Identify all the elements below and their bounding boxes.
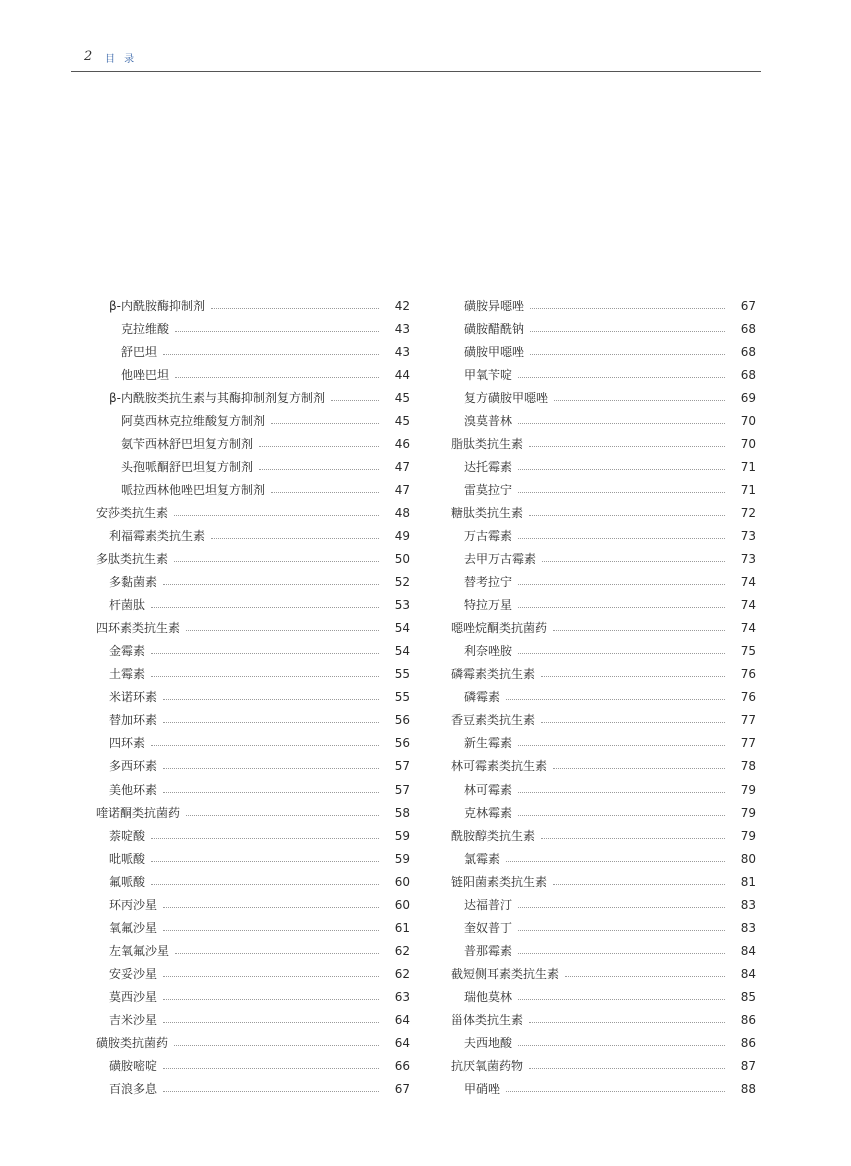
toc-entry-title: 奎奴普丁 [464, 920, 513, 935]
toc-entry[interactable] [96, 801, 410, 824]
toc-entry[interactable] [451, 801, 756, 824]
toc-entry-page: 43 [394, 344, 410, 359]
dot-leader [175, 330, 379, 332]
toc-entry[interactable] [451, 363, 756, 386]
dot-leader [163, 906, 379, 908]
toc-entry-page: 44 [394, 367, 410, 382]
toc-entry-title: 截短侧耳素类抗生素 [451, 966, 560, 981]
toc-entry-page: 75 [740, 644, 756, 659]
toc-entry-title: 环丙沙星 [109, 897, 158, 912]
dot-leader [151, 675, 379, 677]
toc-entry[interactable] [451, 1078, 756, 1101]
toc-entry[interactable] [451, 571, 756, 594]
toc-entry-title: β-内酰胺类抗生素与其酶抑制剂复方制剂 [109, 390, 325, 405]
toc-entry[interactable] [451, 432, 756, 455]
toc-entry-title: 阿莫西林克拉维酸复方制剂 [121, 413, 266, 428]
toc-entry-page: 79 [740, 805, 756, 820]
toc-entry[interactable] [96, 501, 410, 524]
toc-entry-title: 杆菌肽 [109, 598, 146, 613]
toc-entry[interactable] [451, 847, 756, 870]
toc-entry[interactable] [96, 985, 410, 1008]
toc-entry-title: 去甲万古霉素 [464, 552, 537, 567]
toc-entry-page: 45 [394, 413, 410, 428]
toc-entry-title: 抗厌氧菌药物 [451, 1059, 524, 1074]
dot-leader [518, 376, 725, 378]
dot-leader [163, 1067, 379, 1069]
toc-entry-page: 68 [740, 344, 756, 359]
toc-entry[interactable] [451, 455, 756, 478]
toc-entry-page: 79 [740, 828, 756, 843]
dot-leader [518, 929, 725, 931]
toc-entry-title: 替考拉宁 [464, 575, 513, 590]
toc-entry-title: 他唑巴坦 [121, 367, 170, 382]
dot-leader [518, 652, 725, 654]
toc-entry-title: 多肽类抗生素 [96, 552, 169, 567]
toc-entry-page: 71 [740, 459, 756, 474]
toc-entry-page: 49 [394, 528, 410, 543]
dot-leader [518, 468, 725, 470]
toc-entry[interactable] [451, 1032, 756, 1055]
dot-leader [186, 629, 379, 631]
toc-entry-page: 76 [740, 667, 756, 682]
toc-entry-title: 达托霉素 [464, 459, 513, 474]
dot-leader [541, 837, 725, 839]
toc-entry-title: 林可霉素类抗生素 [451, 759, 548, 774]
dot-leader [175, 376, 379, 378]
toc-entry-title: 夫西地酸 [464, 1036, 513, 1051]
toc-entry-page: 46 [394, 436, 410, 451]
toc-entry-title: 安莎类抗生素 [96, 505, 169, 520]
dot-leader [211, 537, 379, 539]
dot-leader [518, 814, 725, 816]
toc-entry-page: 43 [394, 321, 410, 336]
toc-entry[interactable] [96, 478, 410, 501]
dot-leader [151, 652, 379, 654]
toc-entry-page: 80 [740, 851, 756, 866]
toc-entry-title: 美他环素 [109, 782, 158, 797]
toc-entry-page: 66 [394, 1059, 410, 1074]
toc-entry[interactable] [96, 962, 410, 985]
toc-entry[interactable] [96, 409, 410, 432]
toc-entry[interactable] [96, 686, 410, 709]
toc-entry-page: 79 [740, 782, 756, 797]
toc-entry[interactable] [451, 870, 756, 893]
dot-leader [163, 929, 379, 931]
toc-entry-title: 头孢哌酮舒巴坦复方制剂 [121, 459, 254, 474]
toc-entry-title: 糖肽类抗生素 [451, 505, 524, 520]
toc-entry-title: 多西环素 [109, 759, 158, 774]
toc-entry-page: 87 [740, 1059, 756, 1074]
toc-entry[interactable] [96, 432, 410, 455]
toc-entry[interactable] [96, 1008, 410, 1031]
toc-entry-title: 甲硝唑 [464, 1082, 501, 1097]
dot-leader [529, 1067, 725, 1069]
dot-leader [163, 583, 379, 585]
toc-entry-page: 81 [740, 874, 756, 889]
toc-entry-page: 60 [394, 897, 410, 912]
dot-leader [151, 606, 379, 608]
dot-leader [163, 721, 379, 723]
section-title: 目 录 [105, 54, 138, 65]
dot-leader [529, 1021, 725, 1023]
dot-leader [553, 883, 725, 885]
toc-entry-title: 万古霉素 [464, 528, 513, 543]
toc-entry[interactable] [96, 1032, 410, 1055]
toc-entry[interactable] [451, 501, 756, 524]
toc-entry[interactable] [451, 386, 756, 409]
dot-leader [518, 1044, 725, 1046]
toc-entry-title: 萘啶酸 [109, 828, 146, 843]
dot-leader [553, 629, 725, 631]
toc-entry-page: 68 [740, 321, 756, 336]
toc-entry[interactable] [451, 939, 756, 962]
toc-entry-title: 百浪多息 [109, 1082, 158, 1097]
toc-entry-title: 甾体类抗生素 [451, 1012, 524, 1027]
toc-entry[interactable] [96, 732, 410, 755]
dot-leader [331, 399, 379, 401]
toc-entry[interactable] [451, 340, 756, 363]
toc-entry-title: 氯霉素 [464, 851, 501, 866]
toc-entry-title: 土霉素 [109, 667, 146, 682]
toc-entry-page: 61 [394, 920, 410, 935]
toc-entry-title: 多黏菌素 [109, 575, 158, 590]
toc-entry-page: 63 [394, 989, 410, 1004]
toc-entry[interactable] [96, 663, 410, 686]
toc-entry[interactable] [451, 732, 756, 755]
toc-entry-title: 磷霉素 [464, 690, 501, 705]
toc-entry[interactable] [451, 478, 756, 501]
toc-entry-page: 77 [740, 736, 756, 751]
toc-entry[interactable] [451, 686, 756, 709]
toc-entry-title: 四环素 [109, 736, 146, 751]
toc-entry-page: 83 [740, 897, 756, 912]
toc-entry[interactable] [451, 962, 756, 985]
toc-entry[interactable] [451, 548, 756, 571]
toc-entry-page: 57 [394, 782, 410, 797]
toc-entry[interactable] [96, 594, 410, 617]
toc-entry-page: 72 [740, 505, 756, 520]
toc-entry[interactable] [96, 1055, 410, 1078]
dot-leader [211, 307, 379, 309]
toc-entry-page: 88 [740, 1082, 756, 1097]
toc-entry-title: 磺胺异噁唑 [464, 298, 525, 313]
dot-leader [518, 491, 725, 493]
toc-entry-title: 安妥沙星 [109, 966, 158, 981]
toc-entry[interactable] [96, 571, 410, 594]
toc-entry-title: 磺胺嘧啶 [109, 1059, 158, 1074]
toc-entry-page: 73 [740, 552, 756, 567]
toc-entry-page: 47 [394, 482, 410, 497]
toc-entry[interactable] [451, 824, 756, 847]
dot-leader [174, 1044, 379, 1046]
toc-entry-page: 84 [740, 943, 756, 958]
toc-entry[interactable] [451, 709, 756, 732]
toc-entry[interactable] [96, 778, 410, 801]
toc-entry-page: 54 [394, 621, 410, 636]
dot-leader [529, 514, 725, 516]
toc-entry-page: 64 [394, 1036, 410, 1051]
dot-leader [163, 998, 379, 1000]
dot-leader [163, 1021, 379, 1023]
page-number: 2 [84, 49, 93, 64]
toc-entry-page: 50 [394, 552, 410, 567]
toc-entry-title: 磺胺甲噁唑 [464, 344, 525, 359]
dot-leader [530, 330, 725, 332]
dot-leader [259, 445, 379, 447]
toc-entry[interactable] [96, 363, 410, 386]
toc-entry[interactable] [96, 755, 410, 778]
toc-entry-page: 59 [394, 828, 410, 843]
dot-leader [163, 353, 379, 355]
toc-entry-title: 左氧氟沙星 [109, 943, 170, 958]
toc-entry-title: 氧氟沙星 [109, 920, 158, 935]
toc-entry-page: 59 [394, 851, 410, 866]
dot-leader [163, 698, 379, 700]
toc-entry-title: 雷莫拉宁 [464, 482, 513, 497]
toc-entry[interactable] [96, 709, 410, 732]
dot-leader [518, 791, 725, 793]
dot-leader [518, 583, 725, 585]
toc-entry-title: 克林霉素 [464, 805, 513, 820]
dot-leader [529, 445, 725, 447]
toc-entry-page: 77 [740, 713, 756, 728]
toc-entry[interactable] [96, 386, 410, 409]
toc-entry[interactable] [451, 294, 756, 317]
toc-entry-title: 克拉维酸 [121, 321, 170, 336]
toc-entry-page: 73 [740, 528, 756, 543]
toc-entry[interactable] [451, 1008, 756, 1031]
toc-entry[interactable] [96, 847, 410, 870]
toc-entry[interactable] [451, 594, 756, 617]
toc-entry-title: 利福霉素类抗生素 [109, 528, 206, 543]
dot-leader [518, 952, 725, 954]
toc-entry[interactable] [451, 317, 756, 340]
toc-entry-page: 71 [740, 482, 756, 497]
toc-entry[interactable] [96, 548, 410, 571]
dot-leader [518, 998, 725, 1000]
toc-entry-title: 吡哌酸 [109, 851, 146, 866]
dot-leader [518, 906, 725, 908]
toc-entry-page: 55 [394, 667, 410, 682]
toc-entry-page: 45 [394, 390, 410, 405]
toc-entry-page: 58 [394, 805, 410, 820]
toc-entry[interactable] [451, 755, 756, 778]
toc-entry[interactable] [96, 824, 410, 847]
toc-entry-title: 链阳菌素类抗生素 [451, 874, 548, 889]
toc-entry-page: 83 [740, 920, 756, 935]
toc-entry[interactable] [96, 617, 410, 640]
toc-entry-page: 70 [740, 436, 756, 451]
toc-entry-page: 62 [394, 943, 410, 958]
toc-entry-page: 78 [740, 759, 756, 774]
toc-entry-page: 48 [394, 505, 410, 520]
toc-entry[interactable] [96, 294, 410, 317]
dot-leader [175, 952, 379, 954]
toc-entry-title: 新生霉素 [464, 736, 513, 751]
toc-column-right [451, 294, 756, 1101]
toc-entry-page: 56 [394, 736, 410, 751]
dot-leader [163, 1090, 379, 1092]
toc-entry[interactable] [451, 893, 756, 916]
toc-entry[interactable] [96, 870, 410, 893]
toc-entry[interactable] [451, 985, 756, 1008]
toc-entry-title: 磺胺类抗菌药 [96, 1036, 169, 1051]
toc-entry[interactable] [451, 617, 756, 640]
toc-entry-title: 四环素类抗生素 [96, 621, 181, 636]
toc-entry-title: 舒巴坦 [121, 344, 158, 359]
dot-leader [506, 860, 725, 862]
toc-entry-title: 磷霉素类抗生素 [451, 667, 536, 682]
toc-entry-title: 普那霉素 [464, 943, 513, 958]
dot-leader [259, 468, 379, 470]
toc-entry[interactable] [96, 455, 410, 478]
toc-entry-page: 68 [740, 367, 756, 382]
toc-entry-page: 85 [740, 989, 756, 1004]
toc-entry-page: 67 [740, 298, 756, 313]
toc-entry[interactable] [451, 640, 756, 663]
toc-entry-title: 哌拉西林他唑巴坦复方制剂 [121, 482, 266, 497]
toc-entry-title: 林可霉素 [464, 782, 513, 797]
toc-entry[interactable] [451, 778, 756, 801]
dot-leader [186, 814, 379, 816]
dot-leader [151, 883, 379, 885]
dot-leader [271, 491, 379, 493]
toc-entry-title: β-内酰胺酶抑制剂 [109, 298, 205, 313]
toc-entry-page: 86 [740, 1036, 756, 1051]
dot-leader [553, 767, 725, 769]
dot-leader [506, 1090, 725, 1092]
toc-entry[interactable] [96, 1078, 410, 1101]
toc-entry[interactable] [96, 317, 410, 340]
dot-leader [541, 675, 725, 677]
toc-entry[interactable] [451, 524, 756, 547]
dot-leader [151, 744, 379, 746]
dot-leader [542, 560, 725, 562]
dot-leader [174, 560, 379, 562]
toc-entry-page: 64 [394, 1012, 410, 1027]
toc-entry[interactable] [96, 916, 410, 939]
dot-leader [518, 606, 725, 608]
dot-leader [530, 353, 725, 355]
toc-entry-page: 74 [740, 575, 756, 590]
dot-leader [163, 767, 379, 769]
dot-leader [518, 744, 725, 746]
toc-entry-page: 84 [740, 966, 756, 981]
toc-entry-title: 酰胺醇类抗生素 [451, 828, 536, 843]
toc-entry-title: 米诺环素 [109, 690, 158, 705]
toc-entry[interactable] [96, 640, 410, 663]
toc-entry-page: 57 [394, 759, 410, 774]
toc-entry-page: 54 [394, 644, 410, 659]
toc-entry[interactable] [451, 409, 756, 432]
toc-entry-page: 56 [394, 713, 410, 728]
dot-leader [506, 698, 725, 700]
toc-entry[interactable] [451, 1055, 756, 1078]
dot-leader [565, 975, 725, 977]
toc-entry-page: 70 [740, 413, 756, 428]
toc-entry-title: 甲氧苄啶 [464, 367, 513, 382]
header-rule [71, 71, 761, 72]
toc-entry-page: 52 [394, 575, 410, 590]
toc-entry-page: 62 [394, 966, 410, 981]
toc-entry-page: 69 [740, 390, 756, 405]
dot-leader [518, 537, 725, 539]
toc-entry-page: 86 [740, 1012, 756, 1027]
dot-leader [163, 791, 379, 793]
dot-leader [554, 399, 725, 401]
toc-entry[interactable] [451, 663, 756, 686]
toc-entry-page: 42 [394, 298, 410, 313]
toc-entry-title: 氨苄西林舒巴坦复方制剂 [121, 436, 254, 451]
toc-entry-title: 复方磺胺甲噁唑 [464, 390, 549, 405]
toc-entry-title: 喹诺酮类抗菌药 [96, 805, 181, 820]
toc-entry-title: 脂肽类抗生素 [451, 436, 524, 451]
dot-leader [163, 975, 379, 977]
toc-column-left [96, 294, 410, 1101]
dot-leader [271, 422, 379, 424]
toc-entry-title: 磺胺醋酰钠 [464, 321, 525, 336]
toc-entry-page: 53 [394, 598, 410, 613]
toc-entry-title: 特拉万星 [464, 598, 513, 613]
toc-entry-title: 替加环素 [109, 713, 158, 728]
toc-entry-title: 吉米沙星 [109, 1012, 158, 1027]
toc-entry-title: 达福普汀 [464, 897, 513, 912]
toc-entry-title: 氟哌酸 [109, 874, 146, 889]
toc-entry-title: 利奈唑胺 [464, 644, 513, 659]
toc-entry-title: 金霉素 [109, 644, 146, 659]
toc-entry-page: 67 [394, 1082, 410, 1097]
toc-entry-title: 莫西沙星 [109, 989, 158, 1004]
dot-leader [151, 860, 379, 862]
toc-entry-title: 溴莫普林 [464, 413, 513, 428]
toc-entry-page: 55 [394, 690, 410, 705]
toc-entry[interactable] [96, 939, 410, 962]
page-header [0, 0, 851, 80]
toc-entry[interactable] [96, 893, 410, 916]
dot-leader [151, 837, 379, 839]
toc-entry-title: 噁唑烷酮类抗菌药 [451, 621, 548, 636]
toc-entry-title: 香豆素类抗生素 [451, 713, 536, 728]
toc-entry-page: 76 [740, 690, 756, 705]
toc-entry-page: 74 [740, 621, 756, 636]
dot-leader [530, 307, 725, 309]
toc-entry[interactable] [451, 916, 756, 939]
toc-entry-page: 60 [394, 874, 410, 889]
dot-leader [518, 422, 725, 424]
toc-entry-page: 47 [394, 459, 410, 474]
dot-leader [174, 514, 379, 516]
dot-leader [541, 721, 725, 723]
toc-entry-page: 74 [740, 598, 756, 613]
toc-entry[interactable] [96, 340, 410, 363]
toc-entry-title: 瑞他莫林 [464, 989, 513, 1004]
toc-entry[interactable] [96, 524, 410, 547]
